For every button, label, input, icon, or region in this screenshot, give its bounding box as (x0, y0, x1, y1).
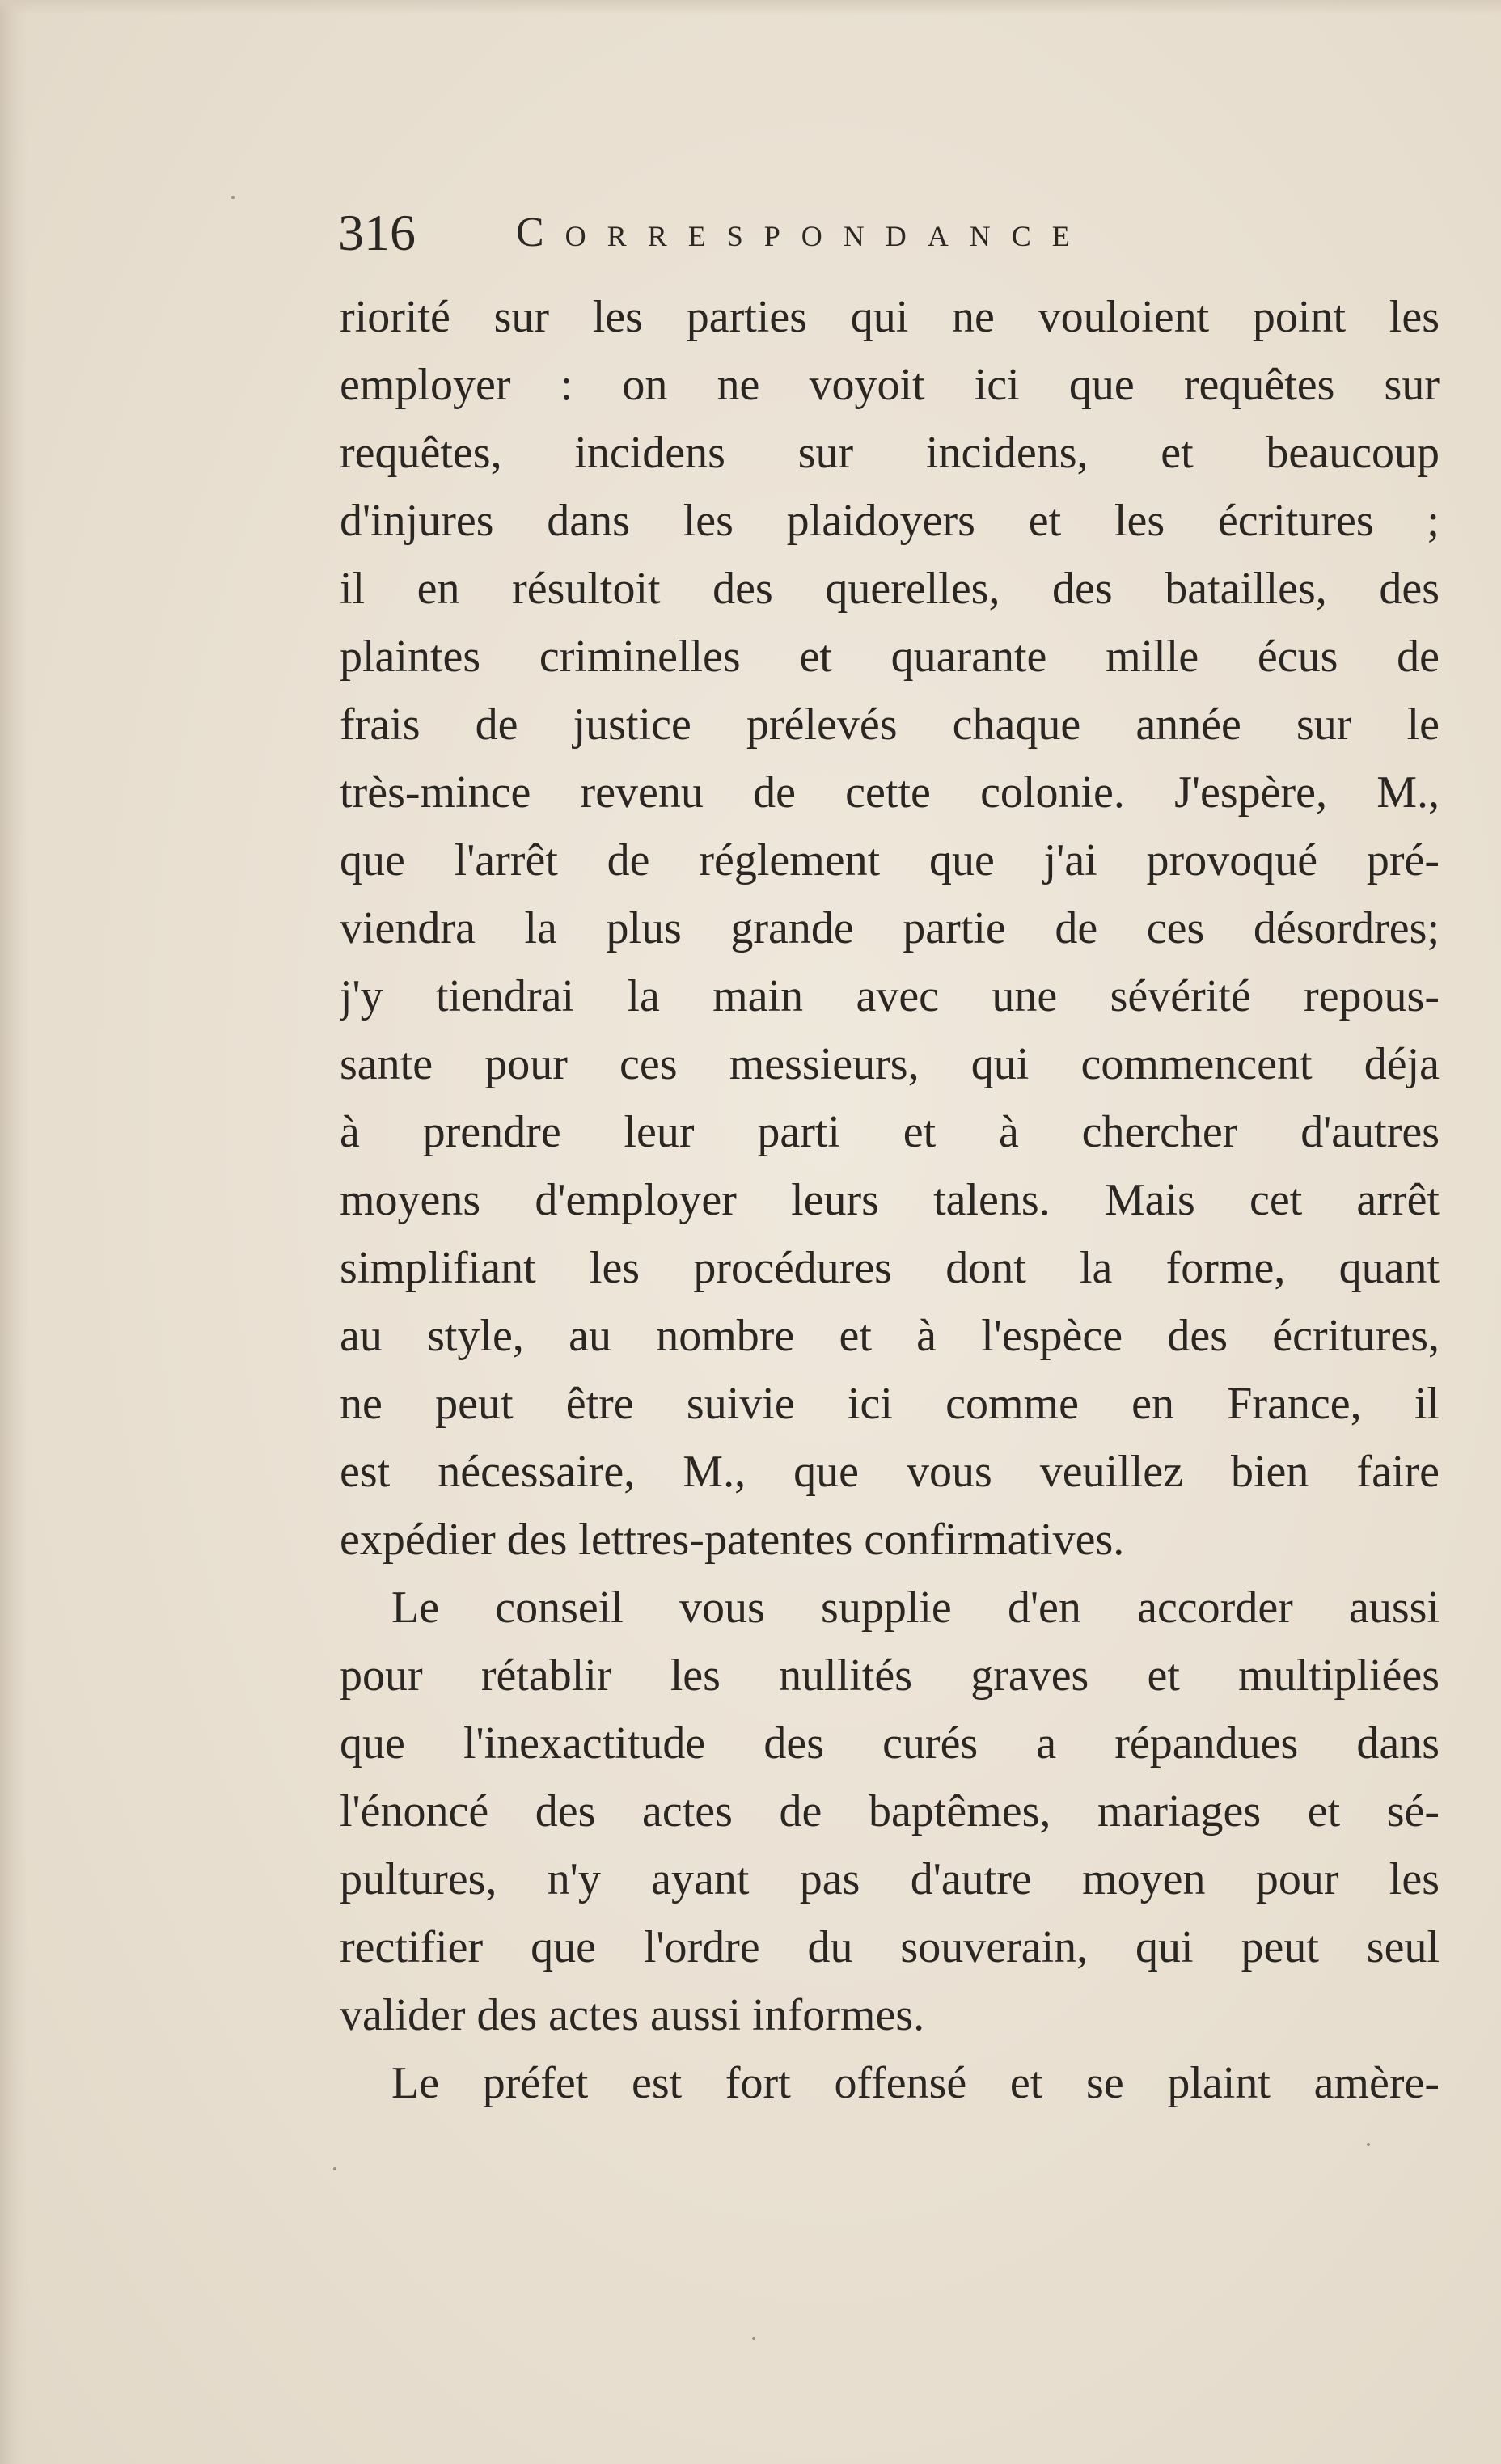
text-line: moyens d'employer leurs talens. Mais cet arrêt (340, 1175, 1440, 1225)
page-header (338, 201, 1470, 265)
text-line: requêtes, incidens sur incidens, et beaucoup (340, 428, 1440, 478)
text-line: l'énoncé des actes de baptêmes, mariages et sé- (340, 1786, 1440, 1836)
text-line: d'injures dans les plaidoyers et les écritures ; (340, 496, 1440, 546)
text-line: viendra la plus grande partie de ces désordres; (340, 903, 1440, 953)
text-line: que l'inexactitude des curés a répandues dans (340, 1718, 1440, 1769)
text-line: riorité sur les parties qui ne vouloient point les (340, 292, 1440, 342)
paper-speck (752, 2337, 755, 2340)
text-line: valider des actes aussi informes. (340, 1990, 925, 2040)
paper-speck (1367, 2143, 1370, 2146)
text-line: sante pour ces messieurs, qui commencent déja (340, 1039, 1440, 1089)
text-line: au style, au nombre et à l'espèce des écritures, (340, 1311, 1440, 1361)
text-line: frais de justice prélevés chaque année sur le (340, 699, 1440, 750)
text-line: rectifier que l'ordre du souverain, qui peut seul (340, 1922, 1440, 1972)
text-line: simplifiant les procédures dont la forme, quant (340, 1243, 1440, 1293)
body-text (340, 283, 1440, 2117)
text-line: pour rétablir les nullités graves et multipliées (340, 1650, 1440, 1701)
text-line: plaintes criminelles et quarante mille écus de (340, 632, 1440, 682)
text-line: j'y tiendrai la main avec une sévérité repous- (340, 971, 1440, 1021)
paper-speck (333, 2167, 336, 2170)
text-line: employer : on ne voyoit ici que requêtes sur (340, 360, 1440, 410)
page-number: 316 (338, 204, 416, 261)
paper-speck (231, 196, 235, 199)
text-line: pultures, n'y ayant pas d'autre moyen pour les (340, 1854, 1440, 1904)
text-line: ne peut être suivie ici comme en France, il (340, 1379, 1440, 1429)
top-edge-shadow (0, 0, 1501, 15)
text-line: très-mince revenu de cette colonie. J'espère, M., (340, 767, 1440, 818)
text-line: est nécessaire, M., que vous veuillez bien faire (340, 1447, 1440, 1497)
text-line: Le conseil vous supplie d'en accorder aussi (391, 1583, 1440, 1633)
binding-gutter (0, 0, 27, 2464)
running-head: Correspondance (516, 209, 1091, 256)
text-line: expédier des lettres-patentes confirmatives. (340, 1515, 1125, 1565)
text-line: Le préfet est fort offensé et se plaint amère- (391, 2058, 1440, 2108)
text-line: il en résultoit des querelles, des batailles, des (340, 564, 1440, 614)
text-line: que l'arrêt de réglement que j'ai provoqué pré- (340, 835, 1440, 885)
text-line: à prendre leur parti et à chercher d'autres (340, 1107, 1440, 1157)
